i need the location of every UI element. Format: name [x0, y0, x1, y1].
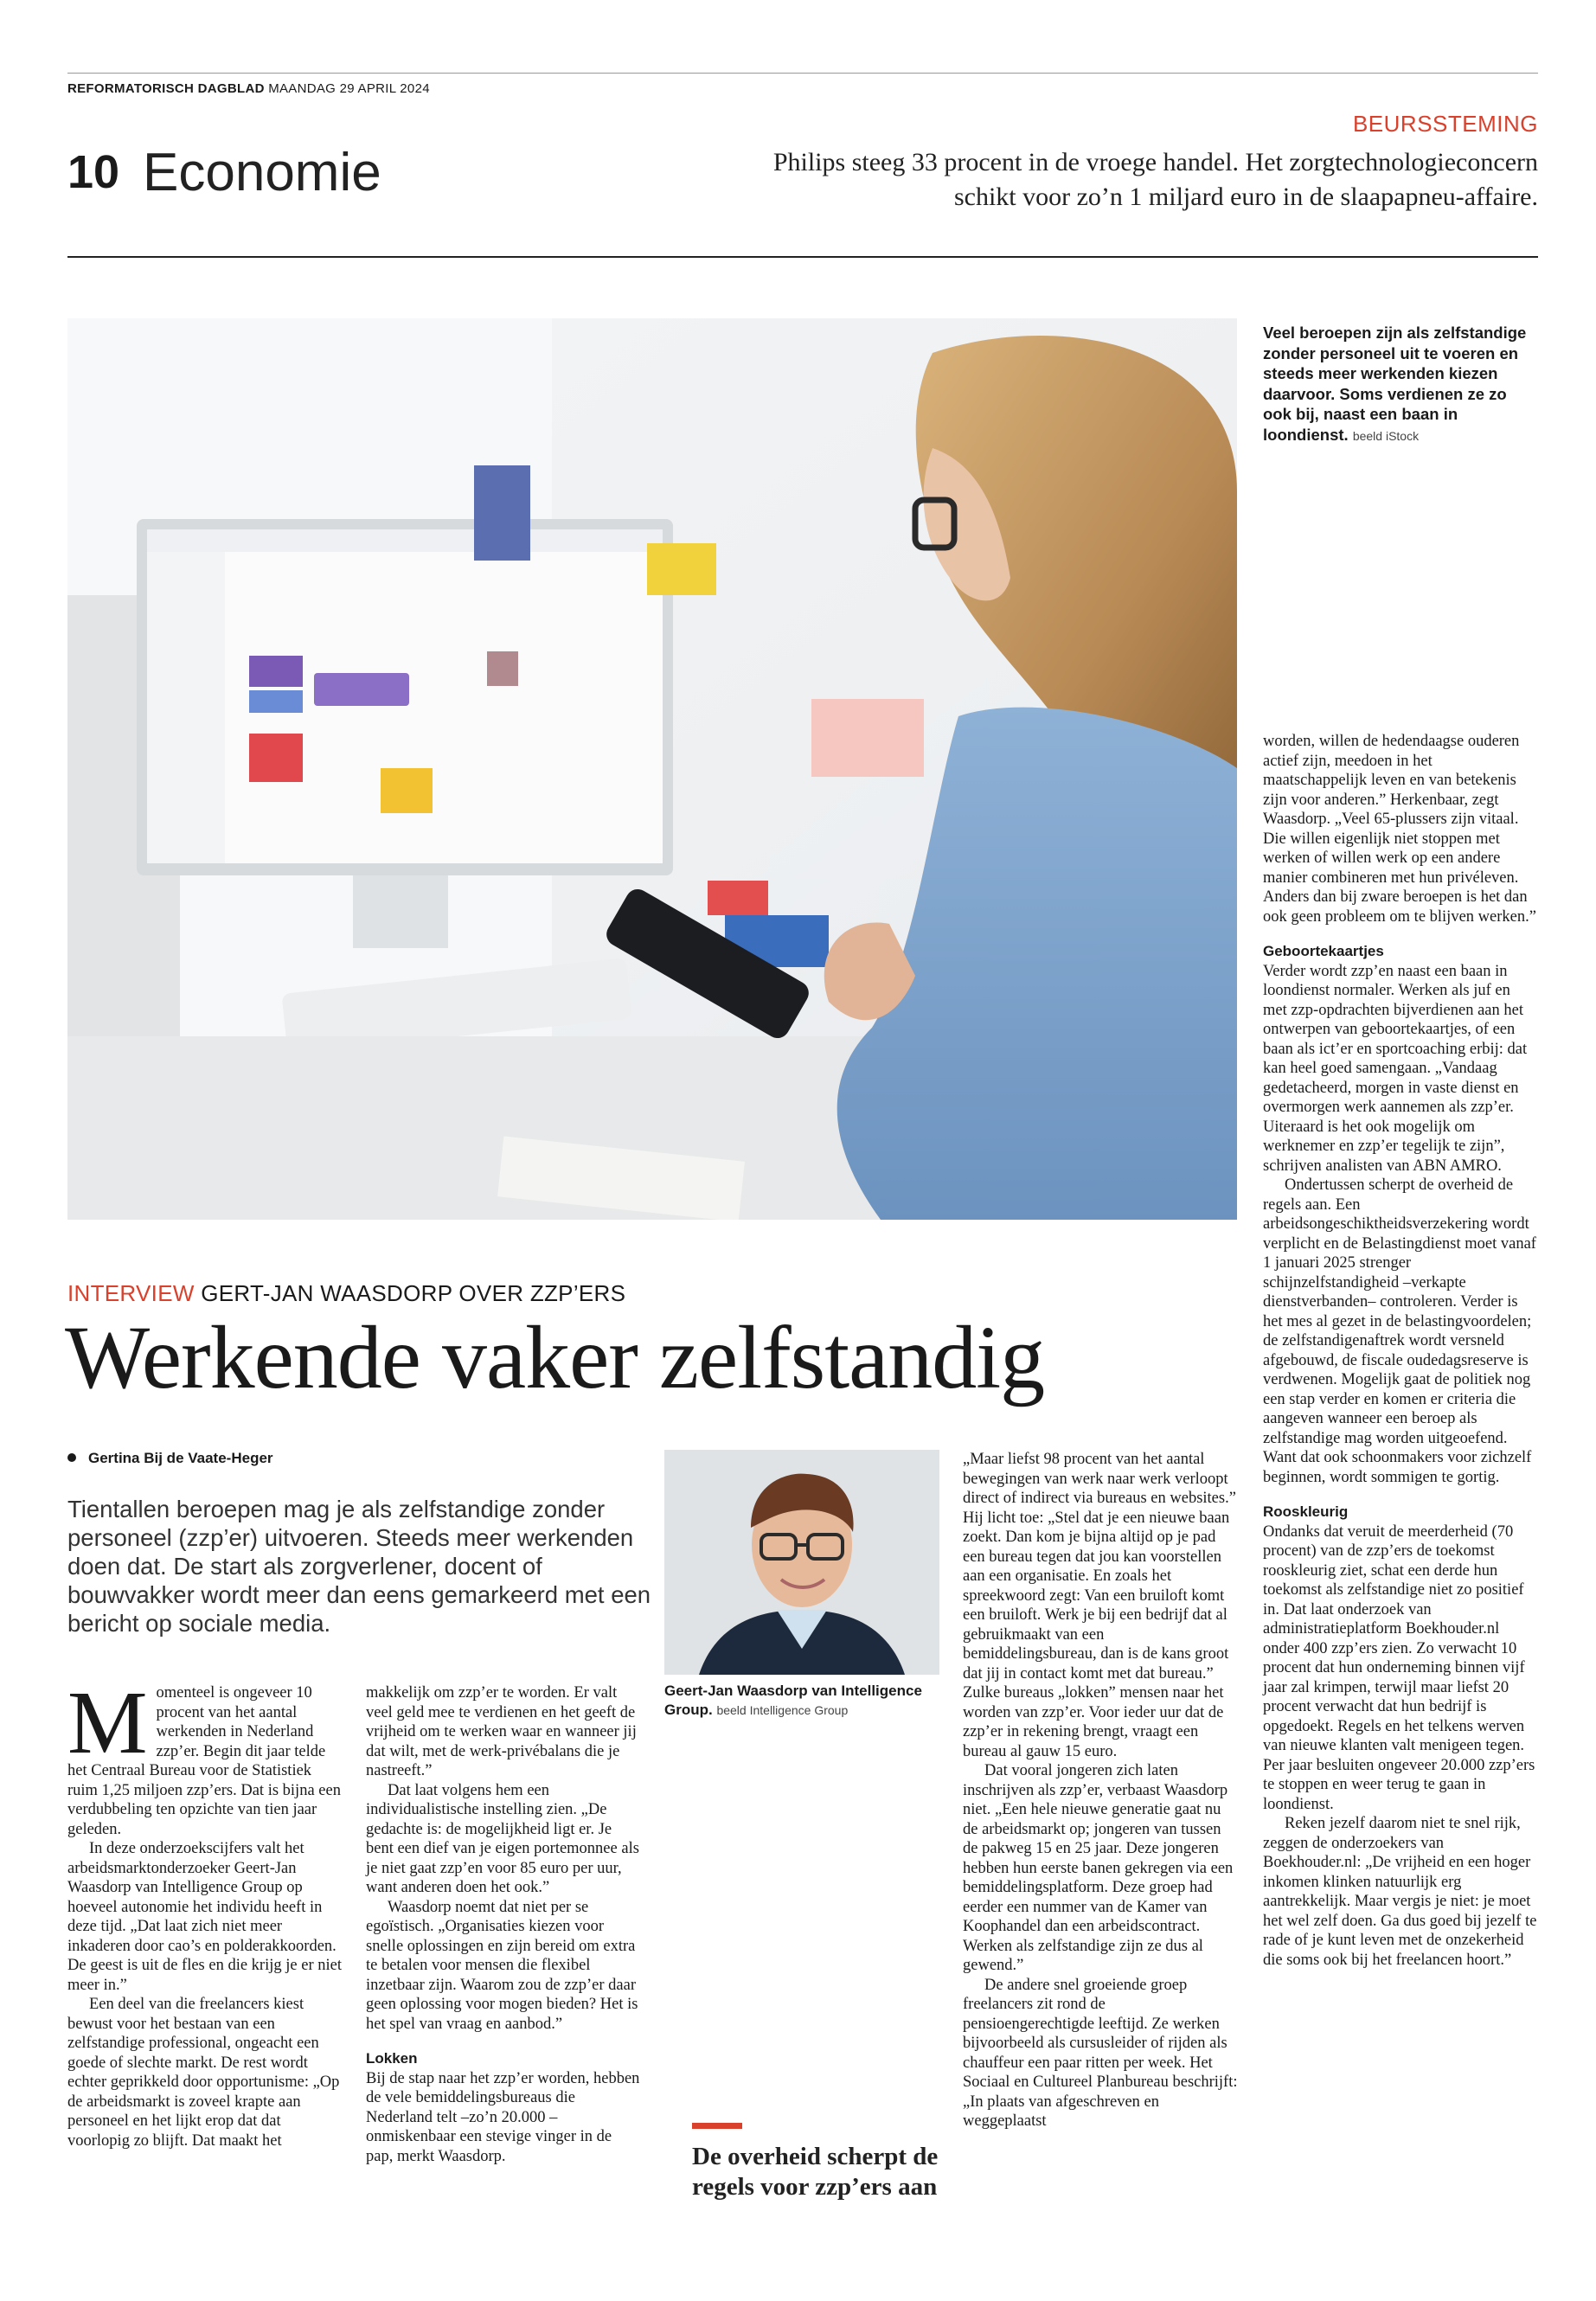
paragraph: Momenteel is ongeveer 10 procent van het aantal werkenden in Nederland zzp’er. Begin dit jaar telde het Centraal Bureau voor de Statistiek ruim 1,25 miljoen zzp’ers. Dat is bijna een verdubbeling ten opzichte van tien jaar geleden.: [67, 1673, 341, 1838]
kicker-label: INTERVIEW: [67, 1280, 195, 1306]
paragraph: Dat laat volgens hem een individualistische instelling zien. „De gedachte is: de mogelijkheid ligt er. Je bent een dief van je eigen portemonnee als je niet gaat zzp’en voor 85 euro per uur, want anderen doen het ook.”: [366, 1781, 639, 1896]
photo-credit: beeld iStock: [1352, 428, 1420, 443]
portrait-photo: [664, 1450, 939, 1675]
paragraph: Reken jezelf daarom niet te snel rijk, zeggen de onderzoekers van Boekhouder.nl: „De vrijheid en een hoger inkomen klinken natuurlijk erg aantrekkelijk. Maar vergis je niet: je moet het wel zelf doen. Ga dus goed bij jezelf te rade of je kunt leven met de onzekerheid die soms ook bij het freelancen hoort.”: [1263, 1815, 1537, 1969]
paragraph: Verder wordt zzp’en naast een baan in loondienst normaler. Werken als juf en met zzp-opdrachten bijverdienen aan het ontwerpen van geboortekaartjes, of een baan als ict’er en sportcoaching erbij: dat kan heel goed samengaan. „Vandaag gedetacheerd, morgen in vaste dienst en overmorgen werk aannemen als zzp’er. Uiteraard is het ook mogelijk om werknemer en zzp’er tegelijk te zijn”, schrijven analisten van ABN AMRO.: [1263, 962, 1528, 1175]
photo-caption-text: Veel beroepen zijn als zelfstandige zonder personeel uit te voeren en steeds meer werkenden kiezen daarvoor. Soms verdienen ze zo ook bij, naast een baan in loondienst.: [1263, 324, 1527, 444]
ticker-text: [690, 145, 1538, 215]
article-column-4: [1263, 732, 1538, 1970]
page-number: 10: [67, 146, 120, 198]
masthead: [67, 81, 430, 96]
ticker-line-1: Philips steeg 33 procent in de vroege handel. Het zorgtechnologieconcern: [772, 148, 1538, 176]
paragraph: Dat vooral jongeren zich laten inschrijven als zzp’er, verbaast Waasdorp niet. „Een hele nieuwe generatie gaat nu de arbeidsmarkt op; jongeren van tussen de pakweg 15 en 25 jaar. Deze jongeren hebben hun eerste banen gekregen via een bemiddelingsplatform. Deze groep had eerder een nummer van de Kamer van Koophandel dan een arbeidscontract. Werken als zelfstandige zijn ze dus al gewend.”: [963, 1762, 1234, 1974]
article-intro: Tientallen beroepen mag je als zelfstandige zonder personeel (zzp’er) uitvoeren. Steeds meer werkenden doen dat. De start als zorgverlener, docent of bouwvakker wordt meer dan eens gemarkeerd met een bericht op sociale media.: [67, 1496, 651, 1637]
drop-cap: M: [67, 1673, 148, 1772]
article-column-3: [963, 1450, 1238, 2131]
paragraph: Bij de stap naar het zzp’er worden, hebben de vele bemiddelingsbureaus die Nederland telt –zo’n 20.000 – onmiskenbaar een stevige vinger in de pap, merkt Waasdorp.: [366, 2069, 640, 2165]
byline-bullet: [67, 1453, 76, 1462]
paragraph: In deze onderzoekscijfers valt het arbeidsmarktonderzoeker Geert-Jan Waasdorp van Intelligence Group op hoeveel autonomie het individu heeft in deze tijd. „Dat laat zich niet meer inkaderen door cao’s en polderakkoorden. De geest is uit de fles en die krijg je er niet meer in.”: [67, 1840, 342, 1994]
photo-caption: [1263, 323, 1538, 446]
byline: [67, 1450, 273, 1467]
ticker-label: BEURSSTEMING: [1352, 111, 1538, 137]
article-column-1: [67, 1673, 343, 2150]
paragraph: Waasdorp noemt dat niet per se egoïstisch. „Organisaties kiezen voor snelle oplossingen en zijn bereid om extra te betalen voor mensen die flexibel inzetbaar zijn. Waarom zou de zzp’er daar geen oplossing voor mogen bieden? Het is het spel van vraag en aanbod.”: [366, 1898, 638, 2033]
portrait-caption-text: Geert-Jan Waasdorp van Intelligence Group.: [664, 1682, 922, 1718]
main-photo: [67, 318, 1237, 1220]
author-name: Gertina Bij de Vaate-Heger: [88, 1450, 273, 1466]
kicker-text: GERT-JAN WAASDORP OVER ZZP’ERS: [201, 1280, 626, 1306]
article-column-2: [366, 1683, 641, 2166]
paragraph: De andere snel groeiende groep freelancers zit rond de pensioengerechtigde leeftijd. Ze werken bijvoorbeeld als cursusleider of rijden als chauffeur een paar ritten per week. Het Sociaal en Cultureel Planbureau beschrijft: „In plaats van afgeschreven en weggeplaatst: [963, 1976, 1238, 2130]
issue-date: MAANDAG 29 APRIL 2024: [268, 81, 430, 96]
subheading: Rooskleurig: [1263, 1503, 1349, 1520]
pullquote: De overheid scherpt de regels voor zzp’ers aan: [692, 2143, 939, 2201]
subheading: Geboortekaartjes: [1263, 943, 1384, 959]
article-kicker: [67, 1280, 625, 1307]
paragraph: worden, willen de hedendaagse ouderen actief zijn, meedoen in het maatschappelijk leven en van betekenis zijn voor anderen.” Herkenbaar, zegt Waasdorp. „Veel 65-plussers zijn vitaal. Die willen eigenlijk niet stoppen met werken of willen werk op een andere manier combineren met hun privéleven. Anders dan bij zware beroepen is het dan ook geen probleem om te blijven werken.”: [1263, 733, 1536, 926]
paper-name: REFORMATORISCH DAGBLAD: [67, 81, 265, 96]
paragraph: Ondanks dat veruit de meerderheid (70 procent) van de zzp’ers de toekomst rooskleurig ziet, schat een derde hun toekomst als zelfstandige niet zo positief in. Dat laat onderzoek van administratieplatform Boekhouder.nl onder 400 zzp’ers zien. Zo verwacht 10 procent dat hun onderneming binnen vijf jaar zal krimpen, terwijl maar liefst 20 procent verwacht dat hun bedrijf is opgedoekt. Regels en het telkens werven van nieuwe klanten valt menigeen tegen. Per jaar besluiten ongeveer 20.000 zzp’ers te stoppen en weer terug te gaan in loondienst.: [1263, 1522, 1535, 1813]
pullquote-accent: [692, 2123, 742, 2129]
paragraph: makkelijk om zzp’er te worden. Er valt veel geld mee te verdienen en het geeft de vrijheid om te werken waar en wanneer jij dat wilt, met de werk-privébalans die je nastreeft.”: [366, 1684, 637, 1779]
paragraph: „Maar liefst 98 procent van het aantal bewegingen van werk naar werk verloopt direct of indirect via bureaus en websites.” Hij licht toe: „Stel dat je een nieuwe baan zoekt. Dan kom je bijna altijd op je pad een bureau tegen dat jou kan voorstellen aan een organisatie. En zoals het spreekwoord zegt: Van een bruiloft komt een bruiloft. Werk je bij een bedrijf dat al gebruikmaakt van een bemiddelingsbureau, dan is de kans groot dat jij in contact komt met dat bureau.” Zulke bureaus „lokken” mensen naar het worden van zzp’er. Voor ieder uur dat de zzp’er in rekening brengt, vraagt een bureau al gauw 15 euro.: [963, 1451, 1236, 1760]
header-rule: [67, 256, 1538, 258]
section-title: Economie: [143, 143, 381, 202]
top-rule: [67, 73, 1538, 74]
portrait-credit: beeld Intelligence Group: [716, 1703, 849, 1717]
ticker-line-2: schikt voor zo’n 1 miljard euro in de slaapapneu-affaire.: [953, 183, 1538, 211]
paragraph: Ondertussen scherpt de overheid de regels aan. Een arbeidsongeschiktheidsverzekering wordt verplicht en de Belastingdienst moet vanaf 1 januari 2025 strenger schijnzelfstandigheid –verkapte dienstverbanden– controleren. Verder is het mes al gezet in de belastingvoordelen; de zelfstandigenaftrek wordt versneld afgebouwd, de fiscale oudedagsreserve is verdwenen. Mogelijk gaat de politiek nog een stap verder en komen er criteria die aangeven wanneer een beroep als zelfstandige mag worden uitgeoefend. Want dat ook schoonmakers voor zichzelf beginnen, wordt sommigen te gortig.: [1263, 1176, 1536, 1486]
portrait-caption: [664, 1682, 950, 1720]
subheading: Lokken: [366, 2050, 418, 2067]
article-headline: Werkende vaker zelfstandig: [65, 1308, 1045, 1407]
paragraph: Een deel van die freelancers kiest bewust voor het bestaan van een zelfstandige professional, ongeacht een goede of slechte markt. De rest wordt echter geprikkeld door opportunisme: „Op de arbeidsmarkt is zoveel krapte aan personeel en het lijkt erop dat dat voorlopig zo blijft. Dat maakt het: [67, 1996, 340, 2150]
